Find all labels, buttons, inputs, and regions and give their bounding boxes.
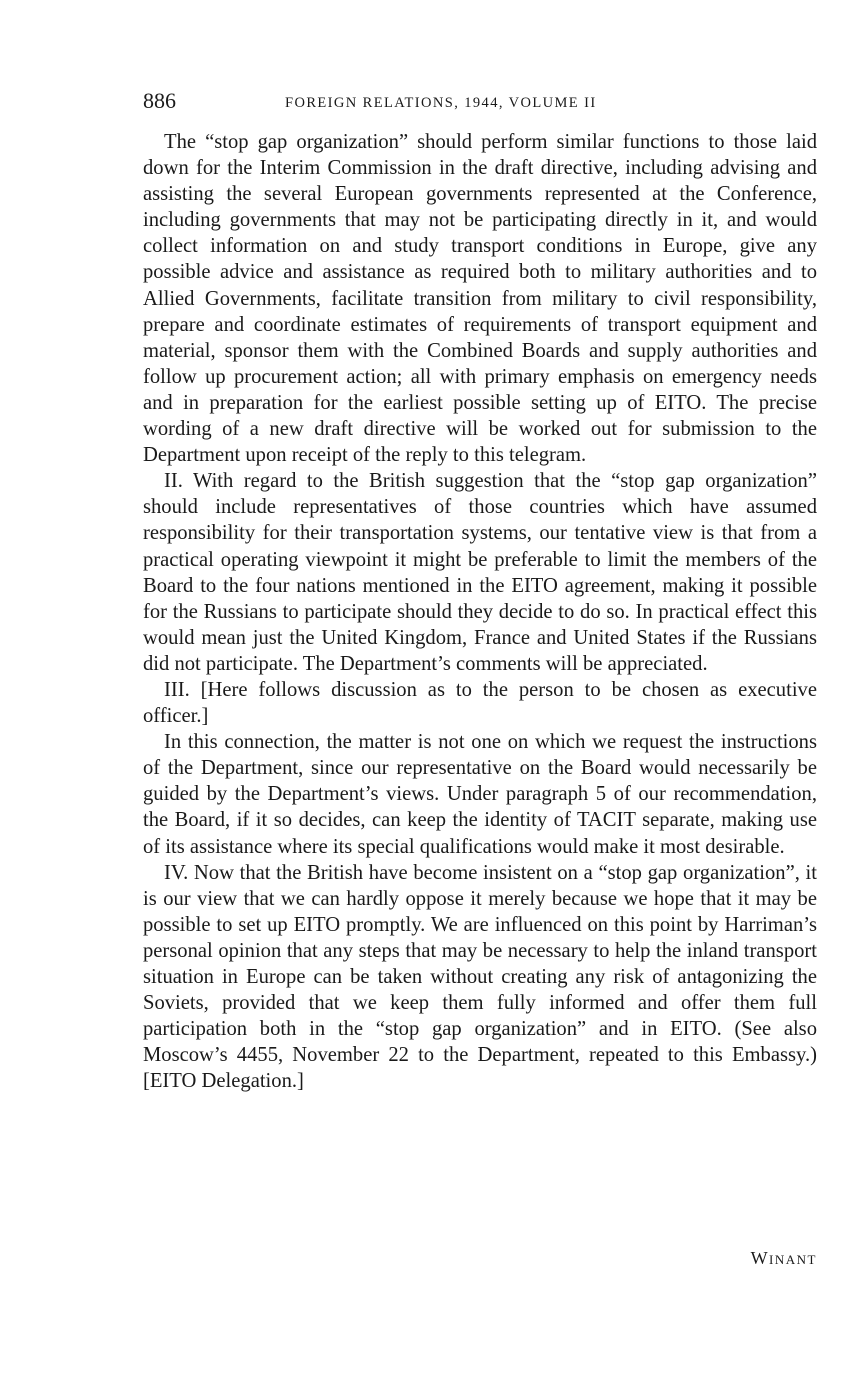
body-text bbox=[143, 129, 817, 1094]
paragraph-section-ii: II. With regard to the British suggestion that the “stop gap organization” should include representatives of those countries which have assumed responsibility for their transportation systems, our tentative view is that from a practical operating viewpoint it might be preferable to limit the members of the Board to the four nations mentioned in the EITO agreement, making it possible for the Russians to participate should they decide to do so. In practical effect this would mean just the United Kingdom, France and United States if the Russians did not participate. The Department’s comments will be appreciated. bbox=[143, 470, 817, 675]
paragraph-section-iv: IV. Now that the British have become insistent on a “stop gap organization”, it is our view that we can hardly oppose it merely because we hope that it may be possible to set up EITO promptly. We are influenced on this point by Harriman’s personal opinion that any steps that may be necessary to help the inland transport situation in Europe can be taken without creating any risk of antagonizing the Soviets, provided that we keep them fully informed and offer them full participation both in the “stop gap organization” and in EITO. (See also Moscow’s 4455, November 22 to the Department, repeated to this Embassy.) [EITO Delegation.] bbox=[143, 861, 817, 1093]
page-header bbox=[143, 86, 817, 116]
paragraph-department-instructions: In this connection, the matter is not one on which we request the instructions of the Department, since our representative on the Board would necessarily be guided by the Department’s views. Under paragraph 5 of our recommendation, the Board, if it so decides, can keep the identity of TACIT separate, making use of its assistance where its special qualifications would make it most desirable. bbox=[143, 731, 817, 858]
page-number: 886 bbox=[143, 88, 176, 113]
signature: Winant bbox=[750, 1248, 817, 1268]
running-head: FOREIGN RELATIONS, 1944, VOLUME II bbox=[285, 95, 597, 111]
paragraph-section-iii: III. [Here follows discussion as to the person to be chosen as executive officer.] bbox=[143, 678, 817, 728]
paragraph-stop-gap-functions: The “stop gap organization” should perform similar functions to those laid down for the Interim Commission in the draft directive, including advising and assisting the several European governments represented at the Conference, including governments that may not be participating directly in it, and would collect information on and study transport conditions in Europe, give any possible advice and assistance as required both to military authorities and to Allied Governments, facilitate transition from military to civil responsibility, prepare and coordinate estimates of requirements of transport equipment and material, sponsor them with the Combined Boards and supply authorities and follow up procurement action; all with primary emphasis on emergency needs and in preparation for the earliest possible setting up of EITO. The precise wording of a new draft directive will be worked out for submission to the Department upon receipt of the reply to this telegram. bbox=[143, 131, 817, 467]
